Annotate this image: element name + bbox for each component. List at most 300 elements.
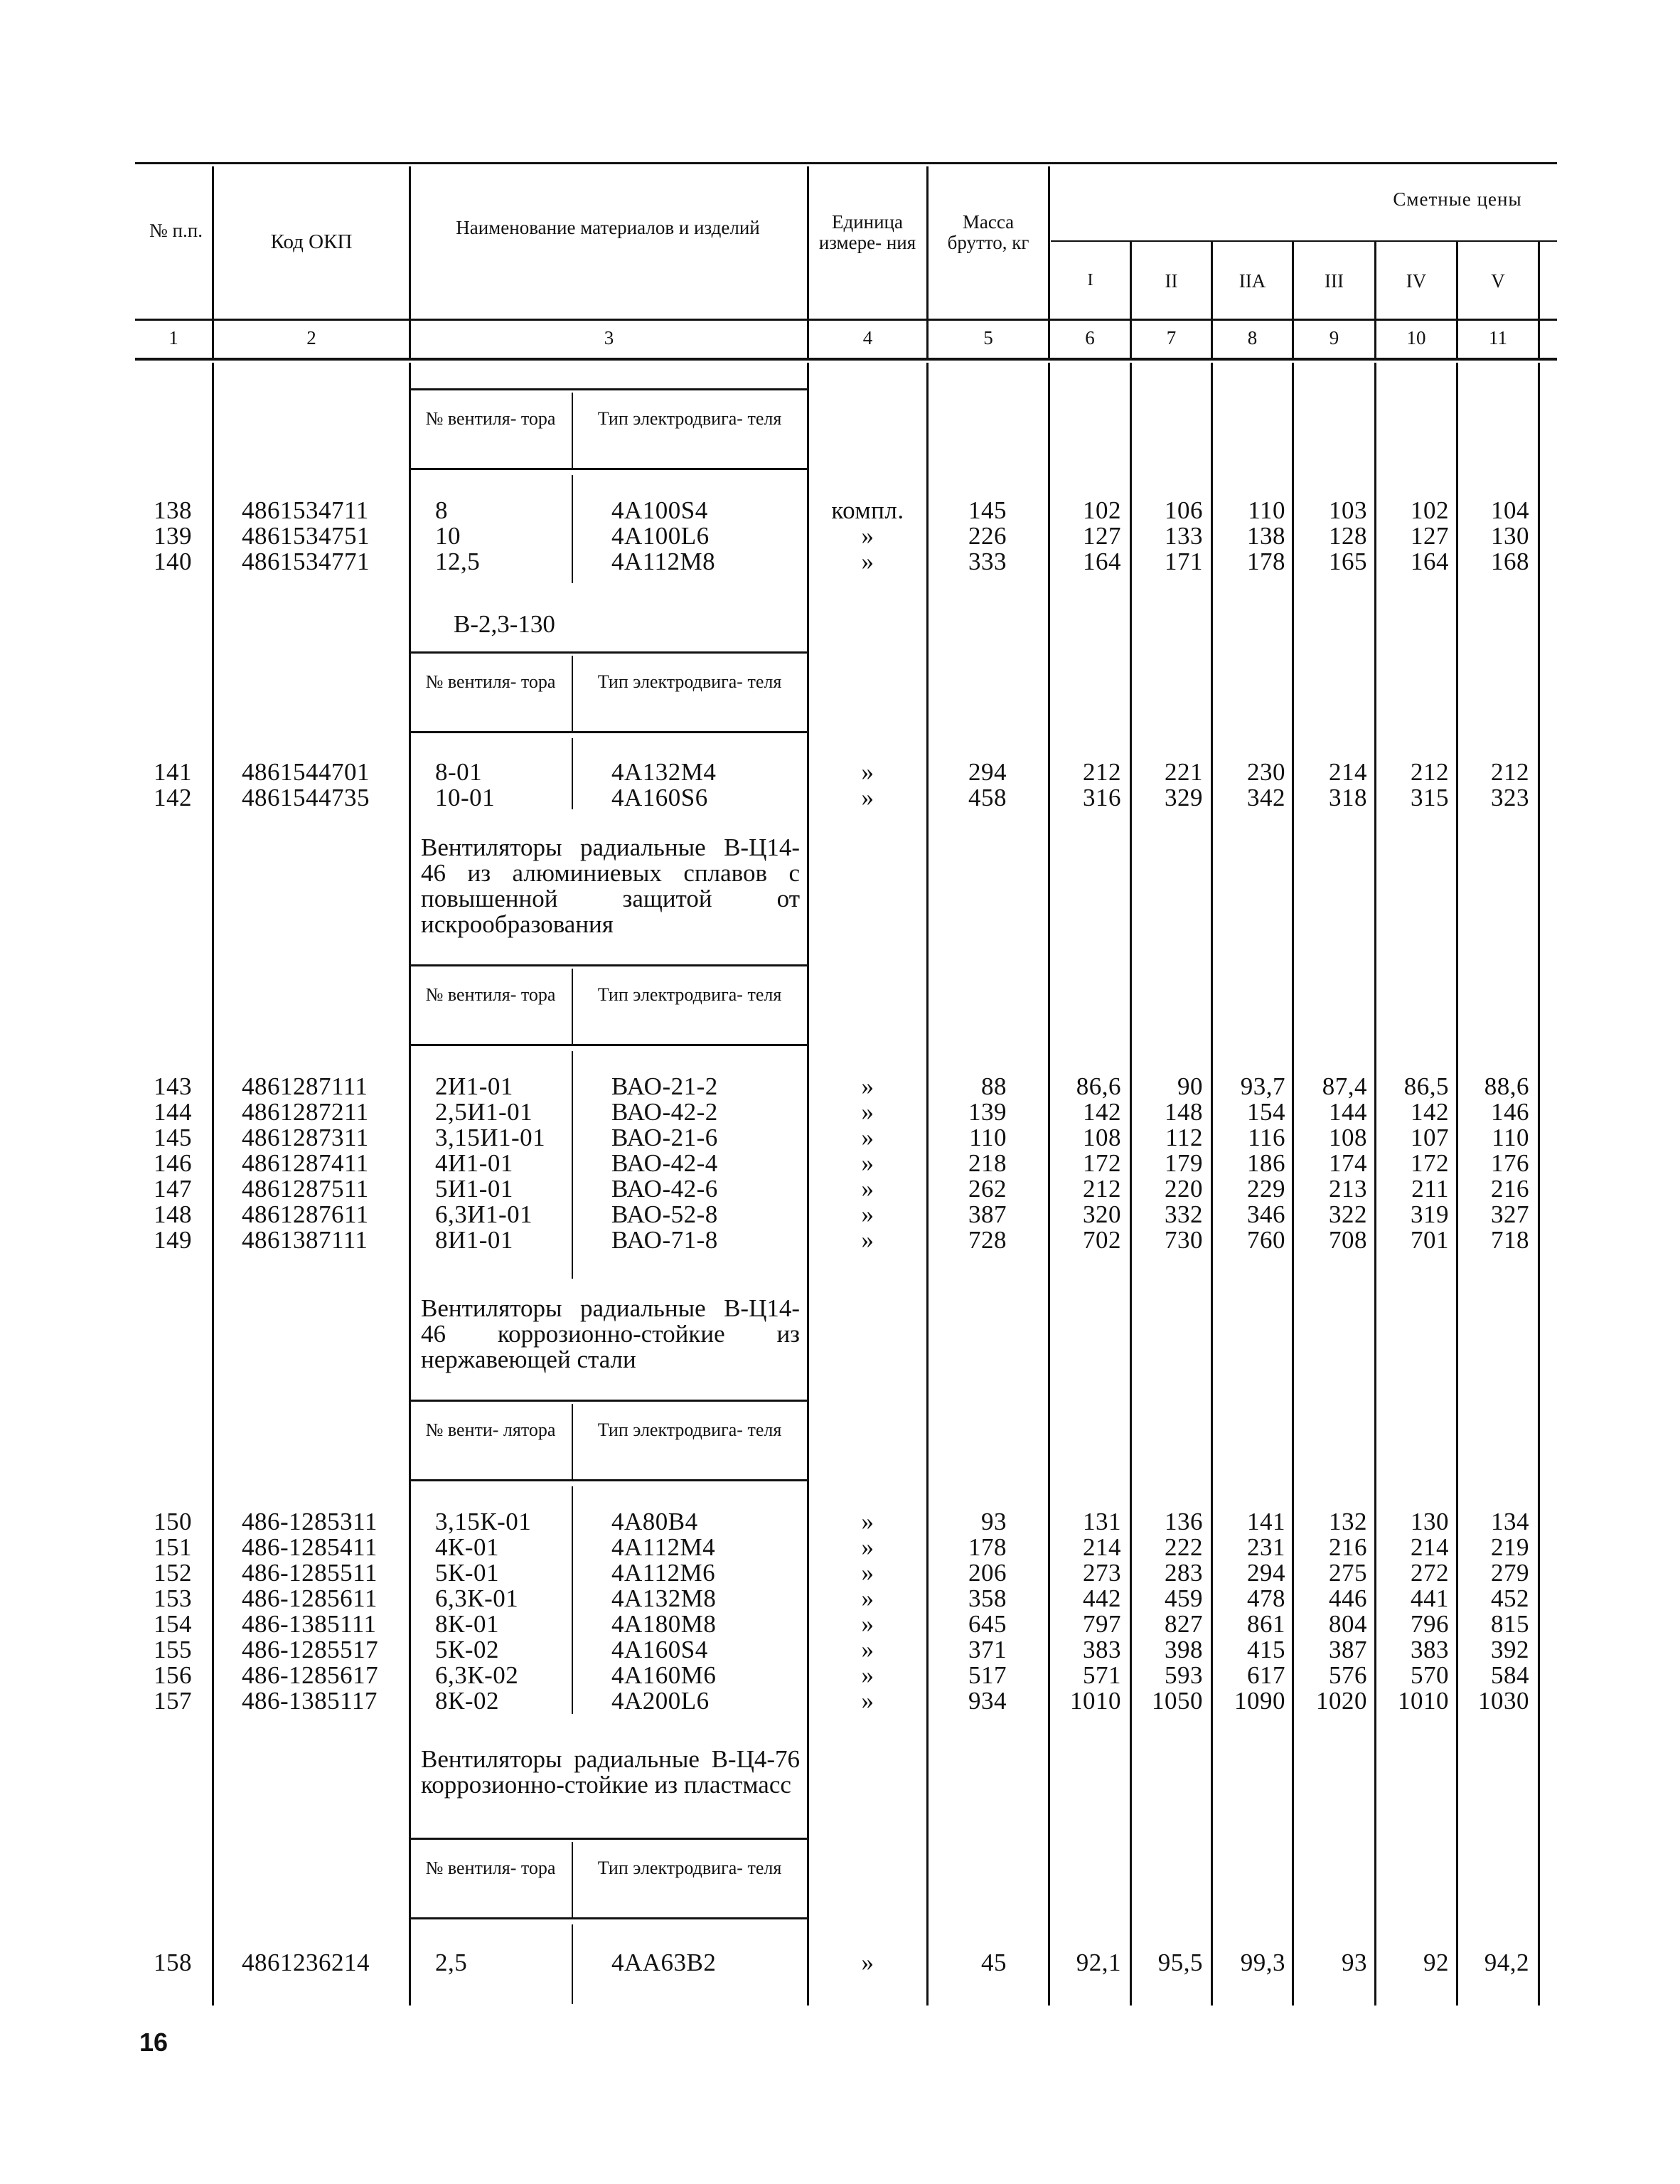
subtable-vline xyxy=(572,475,573,583)
price-zone-3: 154 xyxy=(1247,1098,1285,1126)
price-zone-3: 342 xyxy=(1247,784,1285,811)
subheader-fan-no: № вентиля- тора xyxy=(425,984,556,1005)
price-zone-1: 316 xyxy=(1083,784,1121,811)
gross-mass: 645 xyxy=(968,1610,1007,1638)
subtable-bottom-rule xyxy=(411,1479,807,1481)
price-zone-1: 86,6 xyxy=(1076,1072,1121,1100)
price-zone-1: 214 xyxy=(1083,1533,1121,1561)
row-number: 143 xyxy=(154,1072,192,1100)
zone-label: IV xyxy=(1406,270,1427,292)
price-zone-5: 315 xyxy=(1411,784,1449,811)
price-zone-3: 116 xyxy=(1248,1124,1285,1151)
unit: » xyxy=(861,1687,874,1715)
row-number: 139 xyxy=(154,522,192,550)
gross-mass: 262 xyxy=(968,1175,1007,1203)
unit: » xyxy=(861,1636,874,1663)
price-zone-5: 142 xyxy=(1411,1098,1449,1126)
header-col5: Масса брутто, кг xyxy=(947,211,1029,253)
unit: » xyxy=(861,1610,874,1638)
motor-type: 4A132M4 xyxy=(611,758,717,786)
price-zone-2: 459 xyxy=(1165,1584,1203,1612)
unit: » xyxy=(861,522,874,550)
price-zone-2: 593 xyxy=(1165,1661,1203,1689)
gross-mass: 145 xyxy=(968,496,1007,524)
gross-mass: 206 xyxy=(968,1559,1007,1587)
okp-code: 4861287211 xyxy=(242,1098,369,1126)
price-zone-1: 797 xyxy=(1083,1610,1121,1638)
col-number: 8 xyxy=(1247,327,1258,348)
fan-number: 6,3К-02 xyxy=(435,1661,519,1689)
price-zone-2: 283 xyxy=(1165,1559,1203,1587)
price-zone-6: 452 xyxy=(1491,1584,1529,1612)
price-zone-2: 148 xyxy=(1165,1098,1203,1126)
okp-code: 4861287111 xyxy=(242,1072,368,1100)
price-zone-3: 99,3 xyxy=(1240,1949,1285,1976)
price-zone-4: 103 xyxy=(1329,496,1367,524)
row-number: 146 xyxy=(154,1149,192,1177)
price-zone-6: 216 xyxy=(1491,1175,1529,1203)
zone-label: V xyxy=(1491,270,1505,292)
gross-mass: 226 xyxy=(968,522,1007,550)
subheader-fan-no: № вентиля- тора xyxy=(425,671,556,692)
fan-number: 4К-01 xyxy=(435,1533,499,1561)
okp-code: 4861236214 xyxy=(242,1949,370,1976)
price-zone-1: 442 xyxy=(1083,1584,1121,1612)
fan-number: 3,15И1-01 xyxy=(435,1124,546,1151)
row-number: 147 xyxy=(154,1175,192,1203)
price-zone-1: 212 xyxy=(1083,1175,1121,1203)
motor-type: 4A80B4 xyxy=(611,1508,698,1535)
gross-mass: 517 xyxy=(968,1661,1007,1689)
unit: » xyxy=(861,1200,874,1228)
price-zone-3: 346 xyxy=(1247,1200,1285,1228)
group-title: В-2,3-130 xyxy=(454,610,555,638)
price-zone-4: 174 xyxy=(1329,1149,1367,1177)
price-zone-4: 387 xyxy=(1329,1636,1367,1663)
subtable-vline xyxy=(572,393,573,468)
okp-code: 4861534771 xyxy=(242,548,370,575)
row-number: 142 xyxy=(154,784,192,811)
unit: » xyxy=(861,1533,874,1561)
price-zone-5: 107 xyxy=(1411,1124,1449,1151)
fan-number: 12,5 xyxy=(435,548,481,575)
price-zone-4: 108 xyxy=(1329,1124,1367,1151)
motor-type: 4A200L6 xyxy=(611,1687,710,1715)
subheader-motor: Тип электродвига- теля xyxy=(597,984,782,1005)
col-number: 11 xyxy=(1489,327,1507,348)
price-zone-4: 144 xyxy=(1329,1098,1367,1126)
price-zone-4: 576 xyxy=(1329,1661,1367,1689)
motor-type: 4A100S4 xyxy=(611,496,708,524)
gross-mass: 458 xyxy=(968,784,1007,811)
gross-mass: 333 xyxy=(968,548,1007,575)
group-title: Вентиляторы радиальные В-Ц14-46 коррозионно-стойкие из нержавеющей стали xyxy=(421,1294,800,1373)
price-zone-4: 804 xyxy=(1329,1610,1367,1638)
price-zone-2: 179 xyxy=(1165,1149,1203,1177)
price-zone-3: 110 xyxy=(1248,496,1285,524)
price-zone-5: 172 xyxy=(1411,1149,1449,1177)
unit: » xyxy=(861,1584,874,1612)
price-zone-6: 146 xyxy=(1491,1098,1529,1126)
subheader-motor: Тип электродвига- теля xyxy=(597,1858,782,1878)
price-zone-4: 213 xyxy=(1329,1175,1367,1203)
okp-code: 4861287511 xyxy=(242,1175,369,1203)
row-number: 157 xyxy=(154,1687,192,1715)
price-zone-2: 95,5 xyxy=(1157,1949,1203,1976)
unit: » xyxy=(861,1226,874,1254)
row-number: 151 xyxy=(154,1533,192,1561)
price-zone-2: 329 xyxy=(1165,784,1203,811)
price-zone-5: 214 xyxy=(1411,1533,1449,1561)
group-title: Вентиляторы радиальные В-Ц4-76 коррозионно-стойкие из пластмасс xyxy=(421,1745,800,1799)
row-number: 149 xyxy=(154,1226,192,1254)
price-zone-1: 108 xyxy=(1083,1124,1121,1151)
price-zone-4: 87,4 xyxy=(1322,1072,1367,1100)
price-zone-3: 294 xyxy=(1247,1559,1285,1587)
row-number: 158 xyxy=(154,1949,192,1976)
okp-code: 4861534751 xyxy=(242,522,370,550)
motor-type: 4A160M6 xyxy=(611,1661,717,1689)
price-zone-1: 131 xyxy=(1083,1508,1121,1535)
price-zone-6: 134 xyxy=(1491,1508,1529,1535)
price-zone-5: 796 xyxy=(1411,1610,1449,1638)
price-zone-5: 383 xyxy=(1411,1636,1449,1663)
fan-number: 2И1-01 xyxy=(435,1072,513,1100)
price-zone-5: 164 xyxy=(1411,548,1449,575)
okp-code: 4861287611 xyxy=(242,1200,369,1228)
gross-mass: 178 xyxy=(968,1533,1007,1561)
price-zone-4: 1020 xyxy=(1316,1687,1367,1715)
gross-mass: 358 xyxy=(968,1584,1007,1612)
subtable-vline xyxy=(572,738,573,809)
price-zone-3: 229 xyxy=(1247,1175,1285,1203)
price-zone-6: 718 xyxy=(1491,1226,1529,1254)
fan-number: 8К-02 xyxy=(435,1687,499,1715)
body-vline xyxy=(212,363,214,2005)
price-zone-5: 127 xyxy=(1411,522,1449,550)
price-zone-1: 273 xyxy=(1083,1559,1121,1587)
price-zone-2: 220 xyxy=(1165,1175,1203,1203)
price-zone-4: 93 xyxy=(1342,1949,1367,1976)
price-zone-2: 112 xyxy=(1165,1124,1203,1151)
fan-number: 2,5 xyxy=(435,1949,468,1976)
subtable-vline xyxy=(572,1924,573,2004)
price-zone-6: 279 xyxy=(1491,1559,1529,1587)
unit: » xyxy=(861,548,874,575)
subheader-fan-no: № венти- лятора xyxy=(425,1419,556,1440)
subtable-vline xyxy=(572,1051,573,1279)
price-zone-5: 92 xyxy=(1423,1949,1449,1976)
price-zone-6: 110 xyxy=(1492,1124,1529,1151)
col-number: 1 xyxy=(168,327,178,348)
subheader-fan-no: № вентиля- тора xyxy=(425,1858,556,1878)
motor-type: 4A180M8 xyxy=(611,1610,717,1638)
okp-code: 486-1385117 xyxy=(242,1687,378,1715)
price-zone-2: 133 xyxy=(1165,522,1203,550)
subheader-fan-no: № вентиля- тора xyxy=(425,408,556,429)
gross-mass: 218 xyxy=(968,1149,1007,1177)
price-zone-6: 212 xyxy=(1491,758,1529,786)
price-zone-6: 104 xyxy=(1491,496,1529,524)
header-top-rule xyxy=(135,162,1557,164)
header-col1: № п.п. xyxy=(149,220,203,241)
subtable-bottom-rule xyxy=(411,468,807,470)
price-zone-5: 441 xyxy=(1411,1584,1449,1612)
subtable-top-rule xyxy=(411,1838,807,1840)
header-col3: Наименование материалов и изделий xyxy=(456,217,760,238)
unit: » xyxy=(861,784,874,811)
price-zone-2: 171 xyxy=(1165,548,1203,575)
price-zone-6: 327 xyxy=(1491,1200,1529,1228)
okp-code: 486-1385111 xyxy=(242,1610,377,1638)
row-number: 144 xyxy=(154,1098,192,1126)
price-zone-1: 571 xyxy=(1083,1661,1121,1689)
motor-type: 4A160S6 xyxy=(611,784,708,811)
gross-mass: 93 xyxy=(981,1508,1007,1535)
price-zone-1: 383 xyxy=(1083,1636,1121,1663)
zone-label: IIA xyxy=(1238,270,1266,292)
price-zone-3: 138 xyxy=(1247,522,1285,550)
price-zone-4: 216 xyxy=(1329,1533,1367,1561)
price-zone-4: 446 xyxy=(1329,1584,1367,1612)
subtable-vline xyxy=(572,969,573,1044)
okp-code: 4861287411 xyxy=(242,1149,369,1177)
price-zone-2: 90 xyxy=(1177,1072,1203,1100)
numbers-bottom-rule xyxy=(135,358,1557,361)
fan-number: 8-01 xyxy=(435,758,483,786)
subtable-bottom-rule xyxy=(411,1044,807,1046)
okp-code: 4861544701 xyxy=(242,758,370,786)
prices-rule xyxy=(1051,240,1557,242)
fan-number: 10 xyxy=(435,522,461,550)
price-zone-6: 94,2 xyxy=(1484,1949,1529,1976)
fan-number: 10-01 xyxy=(435,784,496,811)
subheader-motor: Тип электродвига- теля xyxy=(597,671,782,692)
subtable-top-rule xyxy=(411,1400,807,1402)
motor-type: ВАО-52-8 xyxy=(611,1200,718,1228)
price-zone-2: 1050 xyxy=(1152,1687,1203,1715)
price-zone-4: 318 xyxy=(1329,784,1367,811)
price-zone-4: 128 xyxy=(1329,522,1367,550)
price-zone-6: 219 xyxy=(1491,1533,1529,1561)
row-number: 150 xyxy=(154,1508,192,1535)
price-zone-3: 93,7 xyxy=(1240,1072,1285,1100)
col-number: 5 xyxy=(983,327,993,348)
unit: » xyxy=(861,1661,874,1689)
price-zone-5: 86,5 xyxy=(1403,1072,1449,1100)
zone-label: II xyxy=(1165,270,1178,292)
price-zone-5: 211 xyxy=(1411,1175,1449,1203)
motor-type: 4A112M4 xyxy=(611,1533,716,1561)
motor-type: 4A112M6 xyxy=(611,1559,716,1587)
price-zone-1: 212 xyxy=(1083,758,1121,786)
price-zone-5: 1010 xyxy=(1398,1687,1449,1715)
unit: » xyxy=(861,1559,874,1587)
price-zone-6: 88,6 xyxy=(1484,1072,1529,1100)
subtable-bottom-rule xyxy=(411,1917,807,1919)
price-zone-1: 164 xyxy=(1083,548,1121,575)
gross-mass: 110 xyxy=(969,1124,1007,1151)
unit: » xyxy=(861,1098,874,1126)
gross-mass: 728 xyxy=(968,1226,1007,1254)
okp-code: 4861387111 xyxy=(242,1226,368,1254)
price-zone-1: 1010 xyxy=(1070,1687,1121,1715)
price-zone-2: 221 xyxy=(1165,758,1203,786)
price-zone-3: 478 xyxy=(1247,1584,1285,1612)
motor-type: 4A132M8 xyxy=(611,1584,717,1612)
subtable-top-rule xyxy=(411,388,807,390)
fan-number: 8И1-01 xyxy=(435,1226,513,1254)
motor-type: 4A112M8 xyxy=(611,548,716,575)
fan-number: 5К-01 xyxy=(435,1559,499,1587)
price-zone-2: 136 xyxy=(1165,1508,1203,1535)
subheader-motor: Тип электродвига- теля xyxy=(597,408,782,429)
motor-type: 4A160S4 xyxy=(611,1636,708,1663)
row-number: 145 xyxy=(154,1124,192,1151)
okp-code: 486-1285411 xyxy=(242,1533,378,1561)
price-zone-3: 230 xyxy=(1247,758,1285,786)
col-number: 4 xyxy=(862,327,873,348)
fan-number: 2,5И1-01 xyxy=(435,1098,533,1126)
okp-code: 486-1285311 xyxy=(242,1508,378,1535)
row-number: 152 xyxy=(154,1559,192,1587)
fan-number: 5К-02 xyxy=(435,1636,499,1663)
fan-number: 8 xyxy=(435,496,448,524)
unit: » xyxy=(861,1149,874,1177)
price-zone-6: 176 xyxy=(1491,1149,1529,1177)
subtable-top-rule xyxy=(411,651,807,654)
price-zone-4: 708 xyxy=(1329,1226,1367,1254)
okp-code: 486-1285511 xyxy=(242,1559,378,1587)
gross-mass: 45 xyxy=(981,1949,1007,1976)
page-number: 16 xyxy=(139,2028,168,2057)
subtable-vline xyxy=(572,1842,573,1917)
price-zone-1: 172 xyxy=(1083,1149,1121,1177)
price-zone-5: 130 xyxy=(1411,1508,1449,1535)
okp-code: 4861534711 xyxy=(242,496,369,524)
price-zone-2: 398 xyxy=(1165,1636,1203,1663)
fan-number: 6,3К-01 xyxy=(435,1584,519,1612)
price-zone-4: 322 xyxy=(1329,1200,1367,1228)
body-vline xyxy=(1538,363,1540,2005)
price-zone-3: 178 xyxy=(1247,548,1285,575)
unit: » xyxy=(861,1949,874,1976)
price-zone-4: 214 xyxy=(1329,758,1367,786)
price-zone-5: 570 xyxy=(1411,1661,1449,1689)
unit: » xyxy=(861,1072,874,1100)
price-zone-5: 319 xyxy=(1411,1200,1449,1228)
zone-label: III xyxy=(1325,270,1344,292)
motor-type: ВАО-21-2 xyxy=(611,1072,718,1100)
fan-number: 6,3И1-01 xyxy=(435,1200,533,1228)
motor-type: 4AA63B2 xyxy=(611,1949,717,1976)
price-zone-1: 142 xyxy=(1083,1098,1121,1126)
price-zone-2: 730 xyxy=(1165,1226,1203,1254)
motor-type: 4A100L6 xyxy=(611,522,710,550)
okp-code: 486-1285517 xyxy=(242,1636,379,1663)
motor-type: ВАО-71-8 xyxy=(611,1226,718,1254)
price-zone-3: 141 xyxy=(1247,1508,1285,1535)
price-zone-5: 102 xyxy=(1411,496,1449,524)
row-number: 148 xyxy=(154,1200,192,1228)
price-zone-6: 168 xyxy=(1491,548,1529,575)
row-number: 141 xyxy=(154,758,192,786)
price-zone-4: 275 xyxy=(1329,1559,1367,1587)
header-prices: Сметные цены xyxy=(1393,188,1522,210)
row-number: 138 xyxy=(154,496,192,524)
col-number: 2 xyxy=(306,327,316,348)
unit: » xyxy=(861,1124,874,1151)
price-zone-2: 106 xyxy=(1165,496,1203,524)
subheader-motor: Тип электродвига- теля xyxy=(597,1419,782,1440)
subtable-top-rule xyxy=(411,964,807,966)
col-number: 7 xyxy=(1166,327,1177,348)
gross-mass: 88 xyxy=(981,1072,1007,1100)
price-zone-3: 1090 xyxy=(1234,1687,1285,1715)
row-number: 153 xyxy=(154,1584,192,1612)
price-zone-1: 92,1 xyxy=(1076,1949,1121,1976)
motor-type: ВАО-42-2 xyxy=(611,1098,718,1126)
motor-type: ВАО-21-6 xyxy=(611,1124,718,1151)
price-zone-1: 320 xyxy=(1083,1200,1121,1228)
price-zone-3: 231 xyxy=(1247,1533,1285,1561)
col-number: 9 xyxy=(1329,327,1339,348)
unit: » xyxy=(861,1175,874,1203)
price-zone-6: 392 xyxy=(1491,1636,1529,1663)
price-zone-3: 617 xyxy=(1247,1661,1285,1689)
price-zone-3: 861 xyxy=(1247,1610,1285,1638)
price-zone-6: 323 xyxy=(1491,784,1529,811)
gross-mass: 387 xyxy=(968,1200,1007,1228)
gross-mass: 139 xyxy=(968,1098,1007,1126)
header-bottom-rule xyxy=(135,319,1557,321)
row-number: 155 xyxy=(154,1636,192,1663)
price-zone-3: 186 xyxy=(1247,1149,1285,1177)
okp-code: 486-1285611 xyxy=(242,1584,378,1612)
hdr-vline xyxy=(1538,242,1540,358)
price-zone-5: 272 xyxy=(1411,1559,1449,1587)
price-zone-6: 815 xyxy=(1491,1610,1529,1638)
price-zone-1: 127 xyxy=(1083,522,1121,550)
subtable-bottom-rule xyxy=(411,731,807,733)
price-zone-5: 212 xyxy=(1411,758,1449,786)
price-zone-4: 132 xyxy=(1329,1508,1367,1535)
subtable-vline xyxy=(572,1486,573,1714)
fan-number: 8К-01 xyxy=(435,1610,499,1638)
unit: » xyxy=(861,1508,874,1535)
subtable-vline xyxy=(572,1404,573,1479)
price-zone-5: 701 xyxy=(1411,1226,1449,1254)
row-number: 140 xyxy=(154,548,192,575)
price-zone-6: 1030 xyxy=(1478,1687,1529,1715)
col-number: 6 xyxy=(1085,327,1095,348)
price-zone-2: 222 xyxy=(1165,1533,1203,1561)
gross-mass: 934 xyxy=(968,1687,1007,1715)
price-zone-4: 165 xyxy=(1329,548,1367,575)
zone-label: I xyxy=(1087,271,1093,289)
row-number: 156 xyxy=(154,1661,192,1689)
okp-code: 486-1285617 xyxy=(242,1661,379,1689)
okp-code: 4861544735 xyxy=(242,784,370,811)
subtable-vline xyxy=(572,656,573,731)
header-col4: Единица измере- ния xyxy=(818,211,916,253)
fan-number: 3,15К-01 xyxy=(435,1508,532,1535)
unit: компл. xyxy=(831,496,904,524)
price-zone-2: 332 xyxy=(1165,1200,1203,1228)
price-zone-2: 827 xyxy=(1165,1610,1203,1638)
header-col2: Код ОКП xyxy=(270,230,353,253)
gross-mass: 294 xyxy=(968,758,1007,786)
